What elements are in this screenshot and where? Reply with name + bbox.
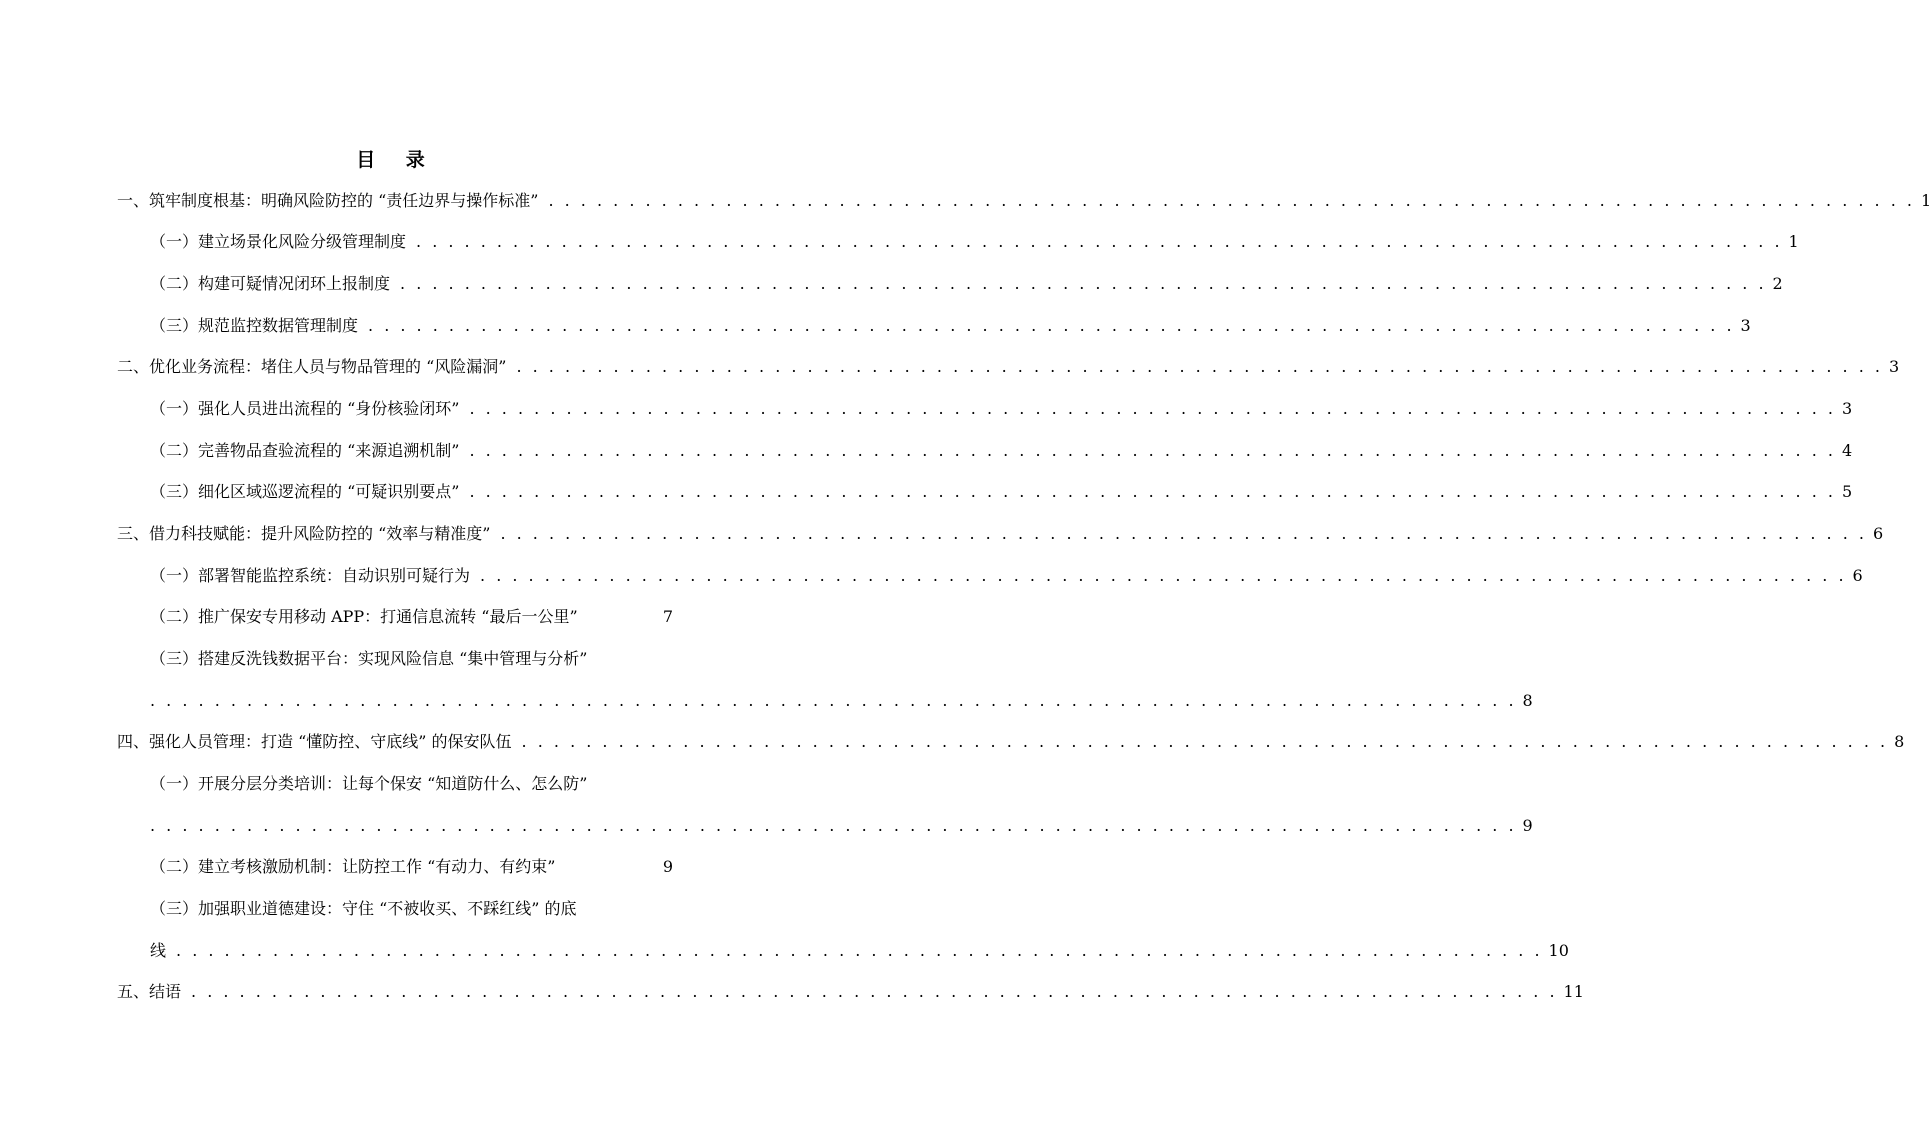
toc-entry-4-2[interactable] xyxy=(150,853,673,881)
toc-page-number: 8 xyxy=(1894,732,1905,751)
toc-page-number: 3 xyxy=(1841,399,1853,418)
toc-entry-text: （二）构建可疑情况闭环上报制度 xyxy=(150,274,391,293)
toc-entry-4[interactable] xyxy=(117,728,1905,756)
dot-leader: . . . . . . . . . . . . . . . . . . . . . . . . . . . . . . . . . . . . . . . . . . . . . . . . . . . . . . . . . . . . . . . . . . . . . . . . . . . . . . . . . . . . . xyxy=(521,732,1889,751)
toc-entry-4-1-continued[interactable] xyxy=(150,812,1533,840)
dot-leader: . . . . . . . . . . . . . . . . . . . . . . . . . . . . . . . . . . . . . . . . . . . . . . . . . . . . . . . . . . . . . . . . . . . . . . . . . . . . . . . . . . . . . xyxy=(500,524,1867,543)
toc-page-number: 6 xyxy=(1872,524,1884,543)
toc-title: 目 录 xyxy=(356,149,437,171)
toc-entry-3[interactable] xyxy=(117,520,1884,548)
toc-entry-text: （一）建立场景化风险分级管理制度 xyxy=(150,232,407,251)
toc-entry-1-2[interactable] xyxy=(150,270,1783,298)
toc-entry-continuation: 线 xyxy=(150,941,167,960)
toc-entry-text: 二、优化业务流程：堵住人员与物品管理的 “风险漏洞” xyxy=(117,357,507,376)
toc-page-number: 4 xyxy=(1841,441,1853,460)
dot-leader: . . . . . . . . . . . . . . . . . . . . . . . . . . . . . . . . . . . . . . . . . . . . . . . . . . . . . . . . . . . . . . . . . . . . . . . . . . . . . . . . . . . . . xyxy=(469,441,1836,460)
toc-entry-1-3[interactable] xyxy=(150,312,1751,340)
dot-leader: . . . . . . . . . . . . . . . . . . . . . . . . . . . . . . . . . . . . . . . . . . . . . . . . . . . . . . . . . . . . . . . . . . . . . . . . . . . . . . . . . . . . . xyxy=(150,691,1517,710)
toc-page-number: 1 xyxy=(1788,232,1799,251)
dot-leader: . . . . . . . . . . . . . . . . . . . . . . . . . . . . . . . . . . . . . . . . . . . . . . . . . . . . . . . . . . . . . . . . . . . . . . . . . . . . . . . . . . . . . xyxy=(469,482,1836,501)
toc-entry-4-1[interactable] xyxy=(150,770,673,798)
toc-page-number: 11 xyxy=(1563,982,1584,1001)
toc-page-number: 2 xyxy=(1772,274,1783,293)
toc-entry-3-1[interactable] xyxy=(150,562,1863,590)
dot-leader: . . . . . . . . . . . . . . . . . . . . . . . . . . . . . . . . . . . . . . . . . . . . . . . . . . . . . . . . . . . . . . . . . . . . . . . . . . . . . . . . . . . . . xyxy=(469,399,1836,418)
toc-entry-2[interactable] xyxy=(117,353,1900,381)
toc-page-number: 7 xyxy=(662,607,673,626)
toc-entry-3-2[interactable] xyxy=(150,603,673,631)
dot-leader: . . . . . . . . . . . . . . . . . . . . . . . . . . . . . . . . . . . . . . . . . . . . . . . . . . . . . . . . . . . . . . . . . . . . . . . . . . . . . . . . . . . . . xyxy=(176,941,1543,960)
dot-leader: . . . . . . . . . . . . . . . . . . . . . . . . . . . . . . . . . . . . . . . . . . . . . . . . . . . . . . . . . . . . . . . . . . . . . . . . . . . . . . . . . . . . . xyxy=(191,982,1558,1001)
toc-entry-text: （三）加强职业道德建设：守住 “不被收买、不踩红线” 的底 xyxy=(150,899,577,918)
toc-page-number: 3 xyxy=(1888,357,1900,376)
toc-entry-text: （二）推广保安专用移动 APP：打通信息流转 “最后一公里” xyxy=(150,607,578,626)
toc-entry-text: 五、结语 xyxy=(117,982,182,1001)
toc-page-number: 3 xyxy=(1740,316,1751,335)
toc-entry-text: （一）开展分层分类培训：让每个保安 “知道防什么、怎么防” xyxy=(150,774,588,793)
toc-entry-text: （二）完善物品查验流程的 “来源追溯机制” xyxy=(150,441,460,460)
toc-page-number: 10 xyxy=(1548,941,1569,960)
toc-entry-4-3[interactable] xyxy=(150,895,673,923)
toc-entry-text: （三）搭建反洗钱数据平台：实现风险信息 “集中管理与分析” xyxy=(150,649,588,668)
dot-leader: . . . . . . . . . . . . . . . . . . . . . . . . . . . . . . . . . . . . . . . . . . . . . . . . . . . . . . . . . . . . . . . . . . . . . . . . . . . . . . . . . . . . . xyxy=(400,274,1767,293)
dot-leader: . . . . . . . . . . . . . . . . . . . . . . . . . . . . . . . . . . . . . . . . . . . . . . . . . . . . . . . . . . . . . . . . . . . . . . . . . . . . . . . . . . . . . xyxy=(368,316,1735,335)
toc-page-number: 9 xyxy=(662,857,673,876)
toc-entry-2-1[interactable] xyxy=(150,395,1853,423)
toc-entry-text: （一）强化人员进出流程的 “身份核验闭环” xyxy=(150,399,460,418)
toc-page-number: 8 xyxy=(1522,691,1533,710)
dot-leader: . . . . . . . . . . . . . . . . . . . . . . . . . . . . . . . . . . . . . . . . . . . . . . . . . . . . . . . . . . . . . . . . . . . . . . . . . . . . . . . . . . . . . xyxy=(416,232,1783,251)
dot-leader: . . . . . . . . . . . . . . . . . . . . . . . . . . . . . . . . . . . . . . . . . . . . . . . . . . . . . . . . . . . . . . . . . . . . . . . . . . . . . . . . . . . . . xyxy=(516,357,1883,376)
toc-entry-1[interactable] xyxy=(117,187,1931,215)
toc-entry-1-1[interactable] xyxy=(150,228,1799,256)
toc-entry-text: （三）规范监控数据管理制度 xyxy=(150,316,359,335)
toc-entry-5[interactable] xyxy=(117,978,1584,1006)
toc-entry-2-2[interactable] xyxy=(150,437,1853,465)
toc-page-number: 1 xyxy=(1920,191,1931,210)
toc-entry-text: （二）建立考核激励机制：让防控工作 “有动力、有约束” xyxy=(150,857,556,876)
toc-entry-3-3[interactable] xyxy=(150,645,673,673)
toc-entry-text: 四、强化人员管理：打造 “懂防控、守底线” 的保安队伍 xyxy=(117,732,512,751)
toc-entry-text: （一）部署智能监控系统：自动识别可疑行为 xyxy=(150,566,471,585)
toc-page-number: 6 xyxy=(1852,566,1863,585)
toc-entry-3-3-continued[interactable] xyxy=(150,687,1533,715)
toc-entry-text: 一、筑牢制度根基：明确风险防控的 “责任边界与操作标准” xyxy=(117,191,539,210)
toc-page-number: 5 xyxy=(1841,482,1853,501)
toc-entry-4-3-continued[interactable] xyxy=(150,937,1569,965)
toc-page-number: 9 xyxy=(1522,816,1533,835)
toc-entry-2-3[interactable] xyxy=(150,478,1853,506)
toc-entry-text: 三、借力科技赋能：提升风险防控的 “效率与精准度” xyxy=(117,524,491,543)
dot-leader: . . . . . . . . . . . . . . . . . . . . . . . . . . . . . . . . . . . . . . . . . . . . . . . . . . . . . . . . . . . . . . . . . . . . . . . . . . . . . . . . . . . . . xyxy=(150,816,1517,835)
dot-leader: . . . . . . . . . . . . . . . . . . . . . . . . . . . . . . . . . . . . . . . . . . . . . . . . . . . . . . . . . . . . . . . . . . . . . . . . . . . . . . . . . . . . . xyxy=(480,566,1847,585)
dot-leader: . . . . . . . . . . . . . . . . . . . . . . . . . . . . . . . . . . . . . . . . . . . . . . . . . . . . . . . . . . . . . . . . . . . . . . . . . . . . . . . . . . . . . xyxy=(548,191,1915,210)
toc-entry-text: （三）细化区域巡逻流程的 “可疑识别要点” xyxy=(150,482,460,501)
